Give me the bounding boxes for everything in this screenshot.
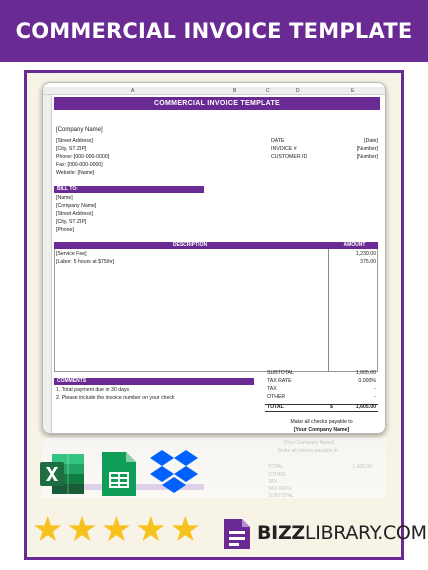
totals-value: 1,605.00 (355, 370, 376, 376)
company-street: [Street Address] (56, 138, 93, 144)
comments-heading: COMMENTS (54, 378, 254, 385)
bill-to-heading: BILL TO: (54, 186, 204, 193)
column-header-e: E (351, 88, 355, 94)
total-currency: $ (330, 404, 333, 410)
totals-label: OTHER (267, 394, 286, 400)
totals-label: SUBTOTAL (267, 370, 294, 376)
meta-label: INVOICE # (271, 146, 297, 152)
item-description: [Labor: 5 hours at $75/hr] (56, 259, 115, 265)
items-table-box (54, 249, 378, 372)
meta-label: DATE (271, 138, 285, 144)
bill-to-line: [Phone] (56, 227, 74, 233)
star-icon: ★ (135, 510, 167, 550)
column-header-c: C (266, 88, 270, 94)
sheet-content (43, 83, 386, 434)
bill-to-line: [Street Address] (56, 211, 93, 217)
brand-name-rest: LIBRARY.COM (304, 522, 427, 544)
banner-title: COMMERCIAL INVOICE TEMPLATE (15, 19, 413, 43)
column-header-d: D (296, 88, 300, 94)
items-column-divider (328, 249, 329, 372)
rating-stars (32, 510, 201, 550)
google-sheets-icon[interactable] (100, 450, 138, 498)
ghost-label: TAX RATE (268, 486, 292, 492)
ghost-checks-line: Make all checks payable to (278, 448, 339, 454)
checks-payable-line: Make all checks payable to (290, 419, 353, 425)
star-icon: ★ (32, 510, 64, 550)
comment-line: 2. Please include the invoice number on your check (56, 395, 175, 401)
ghost-label: TOTAL (268, 464, 284, 470)
comment-line: 1. Total payment due in 30 days (56, 387, 130, 393)
reflection-preview (42, 438, 386, 498)
ghost-label: SUBTOTAL (268, 493, 294, 498)
company-website: Website: [Name] (56, 170, 95, 176)
company-phone: Phone: [000-000-0000] (56, 154, 110, 160)
ghost-company-name: [Your Company Name] (284, 440, 335, 446)
star-icon: ★ (169, 510, 201, 550)
column-header-b: B (233, 88, 237, 94)
items-header (54, 242, 378, 249)
company-name: [Company Name] (56, 127, 103, 133)
company-fax: Fax: [000-000-0000] (56, 162, 103, 168)
bizzlibrary-logo-icon (222, 517, 252, 551)
description-column-header: DESCRIPTION (172, 242, 208, 248)
brand-name[interactable] (257, 522, 427, 544)
total-value: 1,605.00 (355, 404, 376, 410)
totals-value: - (374, 386, 376, 392)
payable-company-name: [Your Company Name] (293, 427, 350, 433)
star-icon: ★ (100, 510, 133, 550)
brand-name-bold: BIZZ (257, 522, 305, 544)
total-label: TOTAL (267, 404, 284, 410)
invoice-preview-sheet[interactable] (42, 82, 386, 434)
star-icon: ★ (66, 510, 98, 550)
totals-value: 0.000% (358, 378, 376, 384)
item-amount: 375.00 (360, 259, 376, 265)
bill-to-line: [Company Name] (56, 203, 97, 209)
meta-value: [Number] (356, 146, 378, 152)
item-description: [Service Fee] (56, 251, 87, 257)
amount-column-header: AMOUNT (343, 242, 366, 248)
totals-label: TAX RATE (267, 378, 292, 384)
title-banner (0, 0, 428, 62)
ghost-label: OTHER (268, 472, 286, 478)
totals-label: TAX (267, 386, 277, 392)
meta-value: [Number] (356, 154, 378, 160)
excel-icon[interactable] (38, 450, 86, 498)
invoice-title: COMMERCIAL INVOICE TEMPLATE (54, 97, 380, 110)
total-bottom-rule (265, 411, 378, 412)
dropbox-icon[interactable] (148, 448, 200, 498)
meta-label: CUSTOMER ID (271, 154, 308, 160)
bill-to-line: [City, ST ZIP] (56, 219, 87, 225)
column-header-a: A (131, 88, 135, 94)
meta-value: [Date] (364, 138, 378, 144)
ghost-label: TAX (268, 479, 278, 485)
bill-to-line: [Name] (56, 195, 73, 201)
item-amount: 1,230.00 (355, 251, 376, 257)
ghost-value: 1,605.00 (352, 464, 372, 470)
totals-value: - (374, 394, 376, 400)
company-city: [City, ST ZIP] (56, 146, 87, 152)
